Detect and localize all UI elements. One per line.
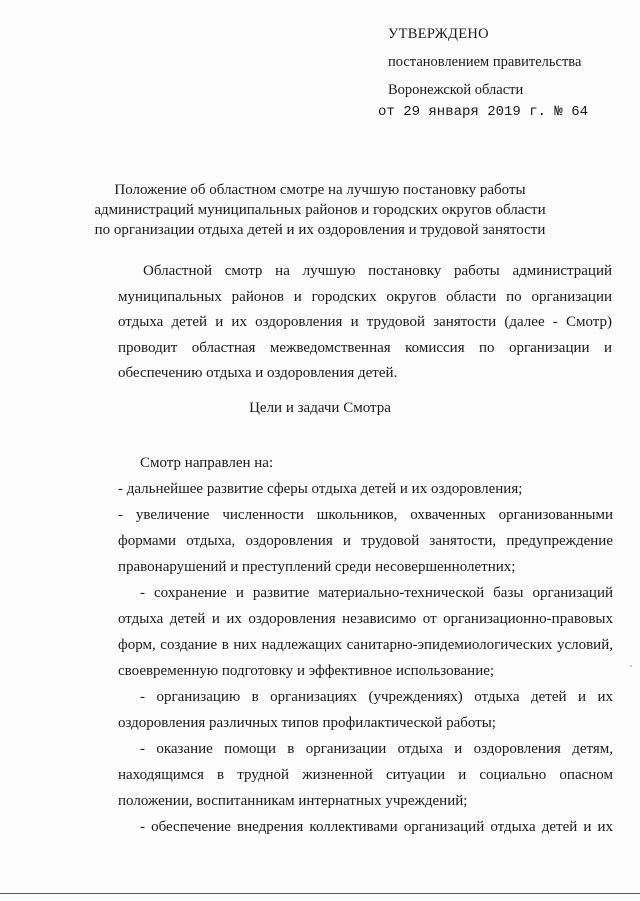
approval-authority: постановлением правительства (388, 54, 582, 70)
goal-item: - сохранение и развитие материально-технической базы организаций отдыха детей и их оздоровления независимо от организационно-правовых форм, создание в них надлежащих санитарно-эпидемиологических условий, своевременную подготовку и эффективное использование; (118, 585, 613, 679)
page-bottom-rule (0, 893, 640, 894)
approval-heading: УТВЕРЖДЕНО (388, 26, 489, 42)
goal-item: - дальнейшее развитие сферы отдыха детей и их оздоровления; (118, 481, 523, 497)
goal-item: - обеспечение внедрения коллективами организаций отдыха детей и их (140, 819, 613, 835)
goal-item: - увеличение численности школьников, охваченных организованными формами отдыха, оздоровления и трудовой занятости, предупреждение правонарушений и преступлений среди несовершеннолетних; (118, 507, 613, 575)
section-heading: Цели и задачи Смотра (249, 400, 391, 416)
document-title: Положение об областном смотре на лучшую постановку работы администраций муниципальных районов и городских округов области по организации отдыха детей и их оздоровления и трудовой занятости (94, 182, 546, 238)
goals-intro: Смотр направлен на: (140, 455, 274, 471)
scan-speck (630, 665, 632, 667)
approval-stamp (378, 22, 589, 122)
goals-list (118, 450, 613, 840)
goal-item: - организацию в организациях (учреждениях) отдыха детей и их оздоровления различных типов профилактической работы; (118, 689, 613, 731)
approval-region: Воронежской области (388, 82, 524, 98)
intro-paragraph: Областной смотр на лучшую постановку работы администраций муниципальных районов и городских округов области по организации отдыха детей и их оздоровления и трудовой занятости (далее - Смотр) проводит областная межведомственная комиссия по организации и обеспечению отдыха и оздоровления детей. (118, 263, 612, 381)
goal-item: - оказание помощи в организации отдыха и оздоровления детям, находящимся в трудной жизненной ситуации и социально опасном положении, воспитанникам интернатных учреждений; (118, 741, 613, 809)
approval-date-number: от 29 января 2019 г. № 64 (378, 104, 589, 120)
